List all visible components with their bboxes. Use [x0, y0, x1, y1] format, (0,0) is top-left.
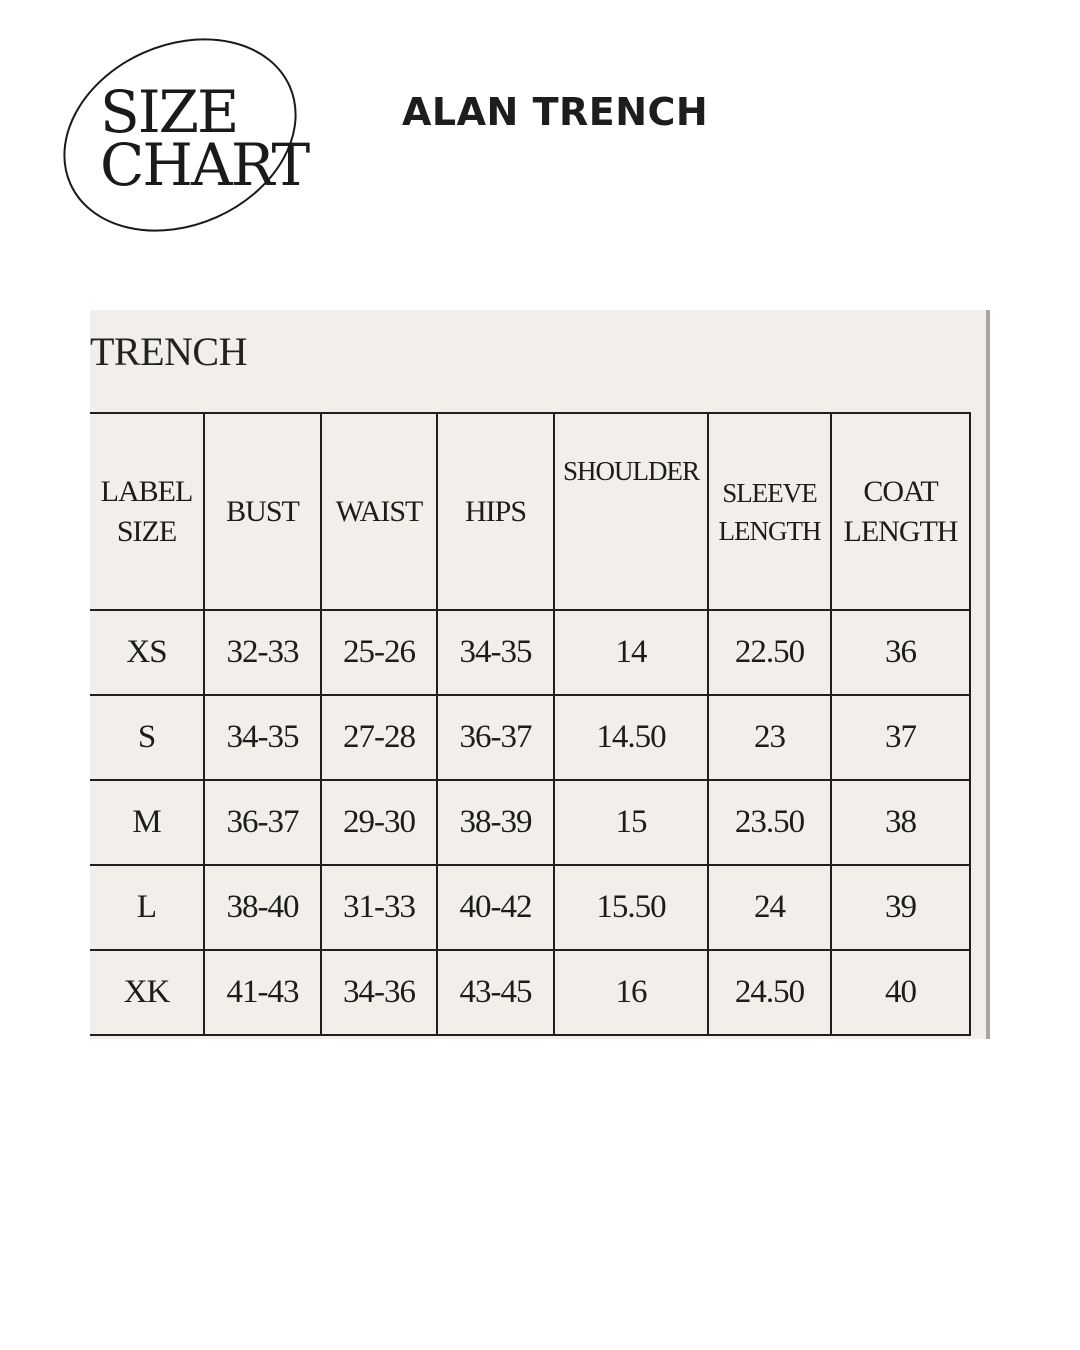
header-waist-text: WAIST: [335, 494, 423, 528]
cell-shoulder: 16: [554, 950, 708, 1035]
logo-word-chart: CHART: [100, 131, 309, 199]
cell-coat-length: 40: [831, 950, 970, 1035]
cell-hips: 38-39: [437, 780, 554, 865]
cell-hips: 40-42: [437, 865, 554, 950]
cell-coat-length: 39: [831, 865, 970, 950]
header-waist: [321, 413, 437, 610]
header-coat-length-line2: LENGTH: [843, 514, 958, 548]
cell-sleeve-length: 22.50: [708, 610, 831, 695]
cell-hips: 34-35: [437, 610, 554, 695]
header-bust: [204, 413, 321, 610]
cell-shoulder: 15: [554, 780, 708, 865]
cell-bust: 32-33: [204, 610, 321, 695]
size-table: [90, 412, 971, 1036]
logo-word-size: SIZE: [100, 78, 238, 146]
cell-size: XK: [90, 950, 204, 1035]
cell-hips: 36-37: [437, 695, 554, 780]
header-bust-text: BUST: [226, 494, 299, 528]
product-title: ALAN TRENCH: [402, 90, 709, 134]
cell-sleeve-length: 23.50: [708, 780, 831, 865]
cell-bust: 34-35: [204, 695, 321, 780]
header-coat-length: [831, 413, 970, 610]
table-header-row: [90, 413, 970, 610]
cell-size: S: [90, 695, 204, 780]
cell-waist: 34-36: [321, 950, 437, 1035]
cell-bust: 41-43: [204, 950, 321, 1035]
chart-heading: TRENCH: [90, 329, 247, 374]
size-chart-logo: [55, 30, 309, 240]
header-shoulder-text: SHOULDER: [562, 456, 699, 486]
header-label-size: [90, 413, 204, 610]
header-coat-length-line1: COAT: [863, 474, 938, 508]
cell-size: XS: [90, 610, 204, 695]
header-sleeve-length: [708, 413, 831, 610]
cell-waist: 29-30: [321, 780, 437, 865]
cell-size: M: [90, 780, 204, 865]
cell-sleeve-length: 24.50: [708, 950, 831, 1035]
header-label-size-line1: LABEL: [100, 474, 193, 508]
cell-bust: 38-40: [204, 865, 321, 950]
cell-sleeve-length: 24: [708, 865, 831, 950]
header-shoulder: [554, 413, 708, 610]
cell-size: L: [90, 865, 204, 950]
cell-bust: 36-37: [204, 780, 321, 865]
cell-shoulder: 14: [554, 610, 708, 695]
cell-waist: 25-26: [321, 610, 437, 695]
table-row: [90, 865, 970, 950]
header-hips: [437, 413, 554, 610]
table-row: [90, 950, 970, 1035]
cell-coat-length: 38: [831, 780, 970, 865]
table-row: [90, 695, 970, 780]
table-row: [90, 610, 970, 695]
size-chart-image: [90, 310, 990, 1039]
cell-shoulder: 14.50: [554, 695, 708, 780]
cell-hips: 43-45: [437, 950, 554, 1035]
cell-sleeve-length: 23: [708, 695, 831, 780]
table-row: [90, 780, 970, 865]
header-sleeve-length-line2: LENGTH: [718, 515, 821, 546]
cell-coat-length: 36: [831, 610, 970, 695]
cell-shoulder: 15.50: [554, 865, 708, 950]
cell-coat-length: 37: [831, 695, 970, 780]
header-label-size-line2: SIZE: [116, 514, 177, 548]
header-hips-text: HIPS: [464, 494, 527, 528]
header-sleeve-length-line1: SLEEVE: [722, 477, 817, 508]
cell-waist: 27-28: [321, 695, 437, 780]
cell-waist: 31-33: [321, 865, 437, 950]
